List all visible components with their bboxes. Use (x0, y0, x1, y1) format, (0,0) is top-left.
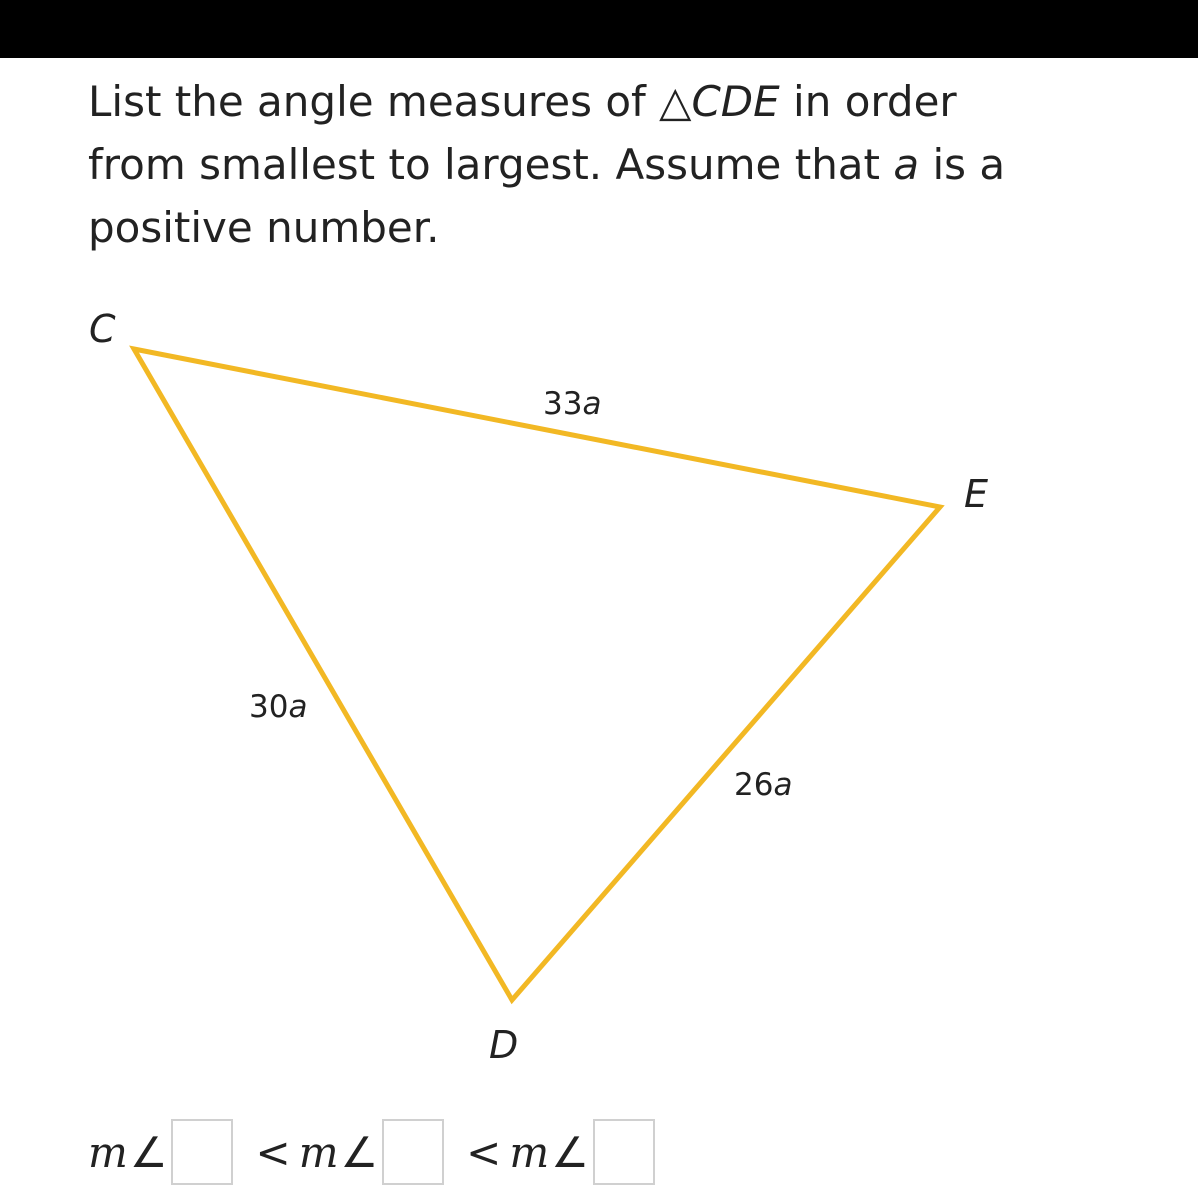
question-line-2-start: from smallest to largest. Assume that (88, 140, 894, 189)
measure-m-3: m (509, 1127, 550, 1177)
answer-box-2[interactable] (382, 1119, 444, 1185)
less-than-2: < (466, 1127, 502, 1177)
side-label-ce-number: 33 (543, 386, 583, 422)
side-label-ce (543, 386, 601, 422)
side-label-cd-number: 30 (249, 689, 289, 725)
triangle-cde (134, 349, 940, 1000)
answer-box-3[interactable] (593, 1119, 655, 1185)
side-label-ce-variable: a (582, 386, 602, 422)
question-line-1-end: in order (779, 77, 957, 126)
side-label-de (734, 767, 792, 803)
vertex-label-e: E (964, 472, 989, 516)
side-label-de-variable: a (773, 767, 793, 803)
angle-symbol-2: ∠ (340, 1127, 379, 1177)
measure-m-1: m (88, 1127, 128, 1177)
question-line-3: positive number. (88, 203, 440, 252)
vertex-label-d: D (489, 1023, 519, 1067)
vertex-label-c: C (89, 307, 116, 351)
answer-row (88, 1117, 655, 1187)
side-label-cd (249, 689, 307, 725)
answer-box-1[interactable] (171, 1119, 233, 1185)
question-line-2-end: is a (919, 140, 1006, 189)
side-label-de-number: 26 (734, 767, 774, 803)
angle-symbol-3: ∠ (551, 1127, 589, 1177)
triangle-symbol: △ (659, 77, 692, 126)
measure-m-2: m (298, 1127, 339, 1177)
less-than-1: < (255, 1127, 291, 1177)
side-label-cd-variable: a (288, 689, 308, 725)
angle-symbol-1: ∠ (129, 1127, 168, 1177)
question-variable: a (893, 140, 920, 189)
question-line-1-start: List the angle measures of (88, 77, 660, 126)
triangle-name: CDE (691, 77, 780, 126)
